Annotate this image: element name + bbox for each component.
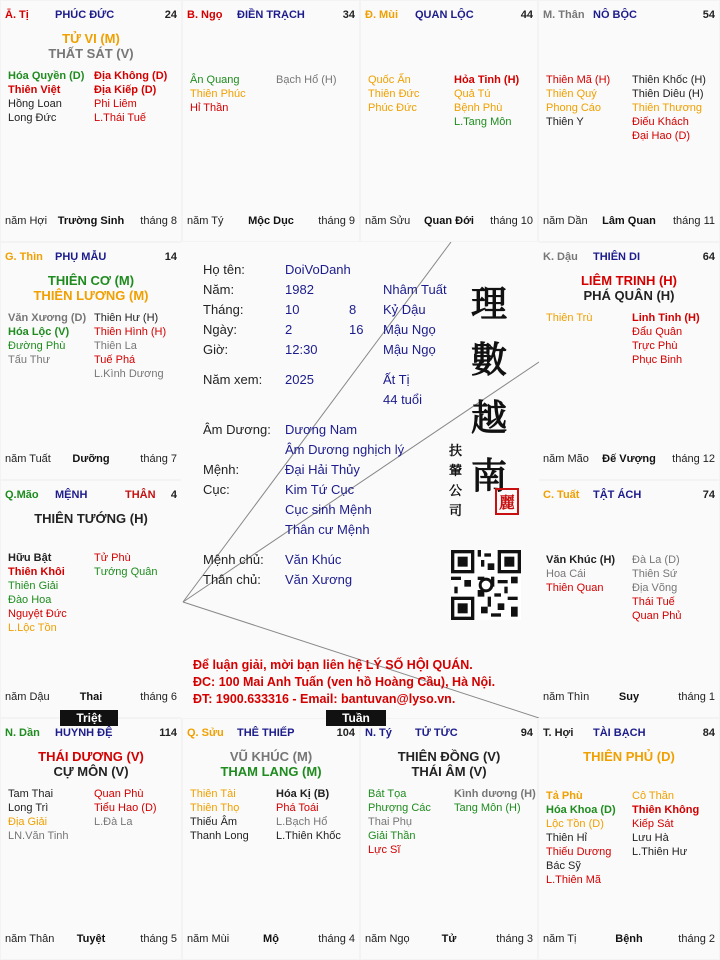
minor-star: Phúc Đức <box>368 102 417 114</box>
stars-left-column <box>190 787 249 843</box>
dai-van-number: 24 <box>164 9 177 21</box>
minor-star: Quả Tú <box>454 88 491 100</box>
minor-star: Tử Phù <box>94 552 131 564</box>
minor-star: Tướng Quân <box>94 566 158 578</box>
palace-can-chi: C. Tuất <box>543 489 580 501</box>
stars-left-column <box>546 553 615 595</box>
tieu-han-year: năm Sửu <box>365 215 411 227</box>
palace-ngo[interactable] <box>183 1 359 241</box>
stars-right-column <box>454 73 519 129</box>
minor-star: Điếu Khách <box>632 116 689 128</box>
minor-star: Đẩu Quân <box>632 326 683 338</box>
minor-star: Linh Tinh (H) <box>632 312 700 324</box>
main-star: THIÊN PHỦ (D) <box>583 749 675 764</box>
stars-right-column <box>632 311 700 367</box>
trang-sinh-stage: Trường Sinh <box>57 215 125 227</box>
minor-star: Thiên Tài <box>190 788 236 800</box>
minor-star: Bạch Hổ (H) <box>276 74 337 86</box>
minor-star: L.Bạch Hổ <box>276 816 328 828</box>
minor-star: L.Thiên Khốc <box>276 830 341 842</box>
qr-code-icon <box>451 550 521 620</box>
main-stars <box>539 749 719 764</box>
value-gio: 12:30 <box>285 342 318 357</box>
main-stars <box>361 749 537 779</box>
minor-star: Văn Xương (D) <box>8 312 87 324</box>
palace-can-chi: Q. Sửu <box>187 727 224 739</box>
palace-footer <box>1 933 181 959</box>
nguyet-han-month: tháng 10 <box>490 215 533 227</box>
stars-right-column <box>94 69 167 125</box>
value-nam: 1982 <box>285 282 314 297</box>
trang-sinh-stage: Tử <box>441 933 457 945</box>
palace-header <box>1 727 181 741</box>
minor-star: Thiên Hỉ <box>546 832 587 844</box>
palace-mao[interactable] <box>1 481 181 717</box>
main-star: THIÊN LƯƠNG (M) <box>33 288 149 303</box>
tieu-han-year: năm Tuất <box>5 453 51 465</box>
nguyet-han-month: tháng 1 <box>678 691 715 703</box>
stars-left-column <box>8 787 69 843</box>
main-stars <box>539 273 719 303</box>
value-ho-ten: DoiVoDanh <box>285 262 351 277</box>
palace-can-chi: K. Dậu <box>543 251 578 263</box>
minor-star: Hóa Khoa (D) <box>546 804 616 816</box>
minor-star: Tam Thai <box>8 788 54 800</box>
trang-sinh-stage: Đế Vượng <box>602 453 656 465</box>
palace-thin[interactable] <box>1 243 181 479</box>
minor-star: L.Kình Dương <box>94 368 164 380</box>
value-menh-chu: Văn Khúc <box>285 552 342 567</box>
minor-star: Hoa Cái <box>546 568 586 580</box>
minor-star: Tả Phù <box>546 790 583 802</box>
stars-right-column <box>276 73 337 87</box>
stars-right-column <box>454 787 536 815</box>
stars-right-column <box>94 787 157 829</box>
trang-sinh-stage: Quan Đới <box>424 215 474 227</box>
palace-header <box>1 489 181 503</box>
label-thang: Tháng: <box>203 302 244 317</box>
main-star: VŨ KHÚC (M) <box>229 749 313 764</box>
value-nam-can: Nhâm Tuất <box>383 282 447 297</box>
minor-star: Hỉ Thần <box>190 102 229 114</box>
trang-sinh-stage: Lâm Quan <box>602 215 656 227</box>
palace-can-chi: M. Thân <box>543 9 585 21</box>
minor-star: Bát Tọa <box>368 788 407 800</box>
palace-header <box>539 9 719 23</box>
minor-star: Hóa Kị (B) <box>276 788 330 800</box>
minor-star: Địa Không (D) <box>94 70 168 82</box>
minor-star: Hỏa Tinh (H) <box>454 74 520 86</box>
stars-left-column <box>546 73 610 129</box>
nguyet-han-month: tháng 7 <box>140 453 177 465</box>
palace-name: TÀI BẠCH <box>593 727 646 739</box>
stars-right-column <box>276 787 341 843</box>
palace-can-chi: N. Tý <box>365 727 392 739</box>
nguyet-han-month: tháng 11 <box>672 215 715 227</box>
palace-header <box>183 9 359 23</box>
main-star: LIÊM TRINH (H) <box>580 273 678 288</box>
minor-star: Thanh Long <box>190 830 249 842</box>
minor-star: Bệnh Phù <box>454 102 503 114</box>
main-star: THÁI DƯƠNG (V) <box>38 749 144 764</box>
minor-star: Nguyệt Đức <box>8 608 67 620</box>
minor-star: L.Đà La <box>94 816 133 828</box>
tieu-han-year: năm Hợi <box>5 215 48 227</box>
minor-star: Tang Môn (H) <box>454 802 521 814</box>
dai-van-number: 34 <box>342 9 355 21</box>
palace-footer <box>361 215 537 241</box>
main-star: CỰ MÔN (V) <box>53 764 129 779</box>
palace-name: ĐIỀN TRẠCH <box>237 9 305 21</box>
value-thang-can: Kỷ Dậu <box>383 302 426 317</box>
nguyet-han-month: tháng 9 <box>318 215 355 227</box>
palace-name: QUAN LỘC <box>415 9 474 21</box>
palace-can-chi: Đ. Mùi <box>365 9 398 21</box>
trang-sinh-stage: Thai <box>79 691 103 703</box>
palace-can-chi: G. Thìn <box>5 251 43 263</box>
minor-star: Thiên Sứ <box>632 568 678 580</box>
minor-star: Thiên Quan <box>546 582 604 594</box>
palace-header <box>1 251 181 265</box>
minor-star: Phong Cáo <box>546 102 602 114</box>
palace-ti[interactable] <box>1 1 181 241</box>
value-tuoi: 44 tuổi <box>383 392 423 407</box>
contact-address: ĐC: 100 Mai Anh Tuấn (ven hồ Hoàng Cầu), Hà Nội. <box>193 675 496 689</box>
minor-star: Ân Quang <box>190 74 240 86</box>
nguyet-han-month: tháng 2 <box>678 933 715 945</box>
value-ngay-can: Mậu Ngọ <box>383 322 436 337</box>
minor-star: Địa Võng <box>632 582 678 594</box>
palace-footer <box>183 933 359 959</box>
value-nam-xem-can: Ất Tị <box>383 372 410 387</box>
trang-sinh-stage: Suy <box>618 691 640 703</box>
minor-star: Thiên Khốc (H) <box>632 74 706 86</box>
trang-sinh-stage: Bệnh <box>615 933 643 945</box>
palace-header <box>183 727 359 741</box>
minor-star: Thiên Việt <box>8 84 61 96</box>
stars-left-column <box>190 73 246 115</box>
minor-star: Đường Phù <box>8 340 66 352</box>
stars-left-column <box>8 551 67 635</box>
label-menh-chu: Mệnh chủ: <box>203 552 264 567</box>
trang-sinh-stage: Mộc Dục <box>248 215 294 227</box>
palace-name: NÔ BỘC <box>593 9 637 21</box>
main-star: THAM LANG (M) <box>220 764 322 779</box>
minor-star: Phi Liêm <box>94 98 137 110</box>
dai-van-number: 114 <box>159 727 177 739</box>
stars-left-column <box>368 73 419 115</box>
dai-van-number: 84 <box>702 727 715 739</box>
minor-star: Quan Phù <box>94 788 144 800</box>
dai-van-number: 4 <box>170 489 177 501</box>
stars-left-column <box>546 789 616 887</box>
tieu-han-year: năm Thìn <box>543 691 590 703</box>
tieu-han-year: năm Dần <box>543 215 588 227</box>
dai-van-number: 104 <box>336 727 355 739</box>
calligraphy-char-2: 數 <box>471 339 508 381</box>
than-marker: THÂN <box>125 489 156 501</box>
minor-star: Quan Phủ <box>632 610 682 622</box>
main-stars <box>183 749 359 779</box>
palace-name: TẬT ÁCH <box>593 489 642 501</box>
center-info-panel <box>181 242 539 718</box>
minor-star: Lộc Tồn (D) <box>546 818 604 830</box>
minor-star: Thiên Phúc <box>190 88 246 100</box>
main-stars <box>1 31 181 61</box>
minor-star: Thiên Hư (H) <box>94 312 159 324</box>
palace-header <box>539 727 719 741</box>
nguyet-han-month: tháng 4 <box>318 933 355 945</box>
palace-footer <box>539 691 719 717</box>
label-ho-ten: Họ tên: <box>203 262 245 277</box>
palace-header <box>539 489 719 503</box>
tieu-han-year: năm Ngọ <box>365 933 410 945</box>
palace-can-chi: B. Ngọ <box>187 9 223 21</box>
minor-star: Thiên Y <box>546 116 584 128</box>
minor-star: L.Lộc Tồn <box>8 622 57 634</box>
minor-star: Giải Thần <box>368 830 416 842</box>
dai-van-number: 14 <box>164 251 177 263</box>
minor-star: Hữu Bật <box>8 552 52 564</box>
minor-star: Thiên Giải <box>8 580 59 592</box>
value-am-duong-ly: Âm Dương nghịch lý <box>285 442 405 457</box>
main-stars <box>1 511 181 526</box>
value-than-cu: Thân cư Mệnh <box>285 522 370 537</box>
minor-star: Thiên Trù <box>546 312 593 324</box>
palace-hoi[interactable] <box>539 719 719 959</box>
minor-star: Phá Toái <box>276 802 319 814</box>
stars-right-column <box>632 73 706 143</box>
calligraphy-char-3: 越 <box>471 397 508 439</box>
dai-van-number: 74 <box>702 489 715 501</box>
label-menh: Mệnh: <box>203 462 240 477</box>
label-ngay: Ngày: <box>203 322 237 337</box>
palace-name: MỆNH <box>55 489 88 501</box>
main-star: TỬ VI (M) <box>62 31 120 46</box>
main-stars <box>1 749 181 779</box>
minor-star: Văn Khúc (H) <box>546 554 616 566</box>
tieu-han-year: năm Tị <box>543 933 577 945</box>
value-thang-am: 8 <box>349 302 357 317</box>
minor-star: Thiên Diêu (H) <box>632 88 704 100</box>
trang-sinh-stage: Mộ <box>263 933 279 945</box>
nguyet-han-month: tháng 6 <box>140 691 177 703</box>
tieu-han-year: năm Mão <box>543 453 589 465</box>
minor-star: LN.Văn Tinh <box>8 830 69 842</box>
minor-star: Tuế Phá <box>94 354 136 366</box>
value-thang: 10 <box>285 302 300 317</box>
dai-van-number: 64 <box>702 251 715 263</box>
palace-name: HUYNH ĐỆ <box>55 727 113 739</box>
palace-header <box>361 9 537 23</box>
minor-star: Thái Tuế <box>632 596 675 608</box>
minor-star: Trực Phù <box>632 340 678 352</box>
value-cuc: Kim Tứ Cục <box>285 482 355 497</box>
palace-can-chi: Q.Mão <box>5 489 39 501</box>
tieu-han-year: năm Mùi <box>187 933 230 945</box>
value-ngay-am: 16 <box>349 322 364 337</box>
minor-star: Thiên Hình (H) <box>94 326 167 338</box>
palace-tuat[interactable] <box>539 481 719 717</box>
minor-star: Hóa Quyền (D) <box>8 70 85 82</box>
minor-star: L.Thiên Mã <box>546 874 602 886</box>
minor-star: Thiên La <box>94 340 137 352</box>
value-menh: Đại Hải Thủy <box>285 462 360 477</box>
main-star: THIÊN ĐỒNG (V) <box>397 749 501 764</box>
palace-dau[interactable] <box>539 243 719 479</box>
minor-star: Kình dương (H) <box>454 788 536 800</box>
calligraphy-char-1: 理 <box>471 283 508 325</box>
minor-star: Đà La (D) <box>632 554 680 566</box>
label-than-chu: Thân chủ: <box>203 572 261 587</box>
minor-star: Phượng Các <box>368 802 431 814</box>
stars-right-column <box>94 311 166 381</box>
tieu-han-year: năm Tý <box>187 215 224 227</box>
palace-header <box>1 9 181 23</box>
dai-van-number: 44 <box>520 9 533 21</box>
minor-star: Thiên Đức <box>368 88 420 100</box>
minor-star: Thiên Quý <box>546 88 597 100</box>
minor-star: Tiểu Hao (D) <box>94 802 157 814</box>
tieu-han-year: năm Thân <box>5 933 55 945</box>
stars-right-column <box>632 789 699 859</box>
minor-star: Lưu Hà <box>632 832 669 844</box>
minor-star: Tấu Thư <box>8 354 51 366</box>
main-star: THẤT SÁT (V) <box>48 46 134 61</box>
palace-footer <box>183 215 359 241</box>
palace-footer <box>539 215 719 241</box>
stars-left-column <box>368 787 431 857</box>
triet-tag: Triệt <box>60 710 118 726</box>
palace-name: PHÚC ĐỨC <box>55 9 115 21</box>
minor-star: Đào Hoa <box>8 594 52 606</box>
value-nam-xem: 2025 <box>285 372 314 387</box>
minor-star: Thiếu Âm <box>190 816 238 828</box>
minor-star: Thiên Mã (H) <box>546 74 611 86</box>
minor-star: Địa Giải <box>8 816 48 828</box>
dai-van-number: 94 <box>520 727 533 739</box>
main-star: THIÊN TƯỚNG (H) <box>34 511 148 526</box>
palace-suu[interactable] <box>183 719 359 959</box>
palace-footer <box>361 933 537 959</box>
palace-name: PHỤ MẪU <box>55 251 107 263</box>
minor-star: Bác Sỹ <box>546 860 581 872</box>
stars-left-column <box>8 311 86 367</box>
main-star: PHÁ QUÂN (H) <box>583 288 675 303</box>
main-stars <box>1 273 181 303</box>
minor-star: Cô Thần <box>632 790 674 802</box>
palace-can-chi: Ā. Tị <box>5 9 29 21</box>
main-star: THÁI ÂM (V) <box>411 764 487 779</box>
nguyet-han-month: tháng 12 <box>672 453 715 465</box>
minor-star: Kiếp Sát <box>632 818 674 830</box>
tuan-tag: Tuần <box>326 710 386 726</box>
palace-than[interactable] <box>539 1 719 241</box>
label-cuc: Cục: <box>203 482 230 497</box>
minor-star: Lực Sĩ <box>368 844 401 856</box>
contact-line-1: Để luận giải, mời bạn liên hệ LÝ SỐ HỘI QUÁN. <box>193 658 473 672</box>
trang-sinh-stage: Dưỡng <box>72 453 110 465</box>
minor-star: Phục Binh <box>632 354 683 366</box>
palace-name: THIÊN DI <box>593 251 641 263</box>
palace-name: THÊ THIẾP <box>237 727 295 739</box>
calligraphy-char-4: 南 <box>471 455 508 497</box>
minor-star: L.Tang Môn <box>454 116 512 128</box>
minor-star: Long Đức <box>8 112 57 124</box>
palace-name: TỬ TỨC <box>415 727 458 739</box>
palace-ty[interactable] <box>361 719 537 959</box>
minor-star: Thai Phụ <box>368 816 413 828</box>
palace-can-chi: T. Hợi <box>543 727 574 739</box>
minor-star: Thiên Thương <box>632 102 703 114</box>
minor-star: Hồng Loan <box>8 98 62 110</box>
value-am-duong: Dương Nam <box>285 422 358 437</box>
stars-right-column <box>94 551 158 579</box>
palace-header <box>361 727 537 741</box>
minor-star: Long Trì <box>8 802 49 814</box>
nguyet-han-month: tháng 5 <box>140 933 177 945</box>
minor-star: Hóa Lộc (V) <box>8 326 70 338</box>
label-gio: Giờ: <box>203 342 229 357</box>
palace-mui[interactable] <box>361 1 537 241</box>
palace-can-chi: N. Dần <box>5 727 40 739</box>
nguyet-han-month: tháng 3 <box>496 933 533 945</box>
minor-star: Thiên Không <box>632 804 700 816</box>
label-am-duong: Âm Dương: <box>203 422 271 437</box>
value-ngay: 2 <box>285 322 293 337</box>
minor-star: Thiên Khôi <box>8 566 65 578</box>
calligraphy-company: 扶 輦 公 司 <box>449 444 463 519</box>
red-seal: 麗 <box>495 488 519 515</box>
label-nam: Năm: <box>203 282 235 297</box>
label-nam-xem: Năm xem: <box>203 372 263 387</box>
nguyet-han-month: tháng 8 <box>140 215 177 227</box>
palace-footer <box>539 933 719 959</box>
tieu-han-year: năm Dậu <box>5 691 50 703</box>
palace-header <box>539 251 719 265</box>
value-gio-can: Mậu Ngọ <box>383 342 436 357</box>
value-than-chu: Văn Xương <box>285 572 353 587</box>
trang-sinh-stage: Tuyệt <box>76 933 106 945</box>
value-cuc-sinh: Cục sinh Mệnh <box>285 502 372 517</box>
minor-star: Quốc Ấn <box>368 74 411 86</box>
stars-right-column <box>632 553 682 623</box>
minor-star: Thiếu Dương <box>546 846 612 858</box>
palace-footer <box>1 453 181 479</box>
minor-star: Địa Kiếp (D) <box>94 84 157 96</box>
minor-star: L.Thiên Hư <box>632 846 688 858</box>
stars-left-column <box>546 311 592 325</box>
minor-star: Đại Hao (D) <box>632 130 691 142</box>
main-star: THIÊN CƠ (M) <box>47 273 135 288</box>
minor-star: Thiên Thọ <box>190 802 240 814</box>
palace-footer <box>1 215 181 241</box>
stars-left-column <box>8 69 84 125</box>
dai-van-number: 54 <box>702 9 715 21</box>
minor-star: L.Thái Tuế <box>94 112 146 124</box>
contact-phone-email: ĐT: 1900.633316 - Email: bantuvan@lyso.vn. <box>193 692 456 706</box>
palace-footer <box>539 453 719 479</box>
palace-dan[interactable] <box>1 719 181 959</box>
